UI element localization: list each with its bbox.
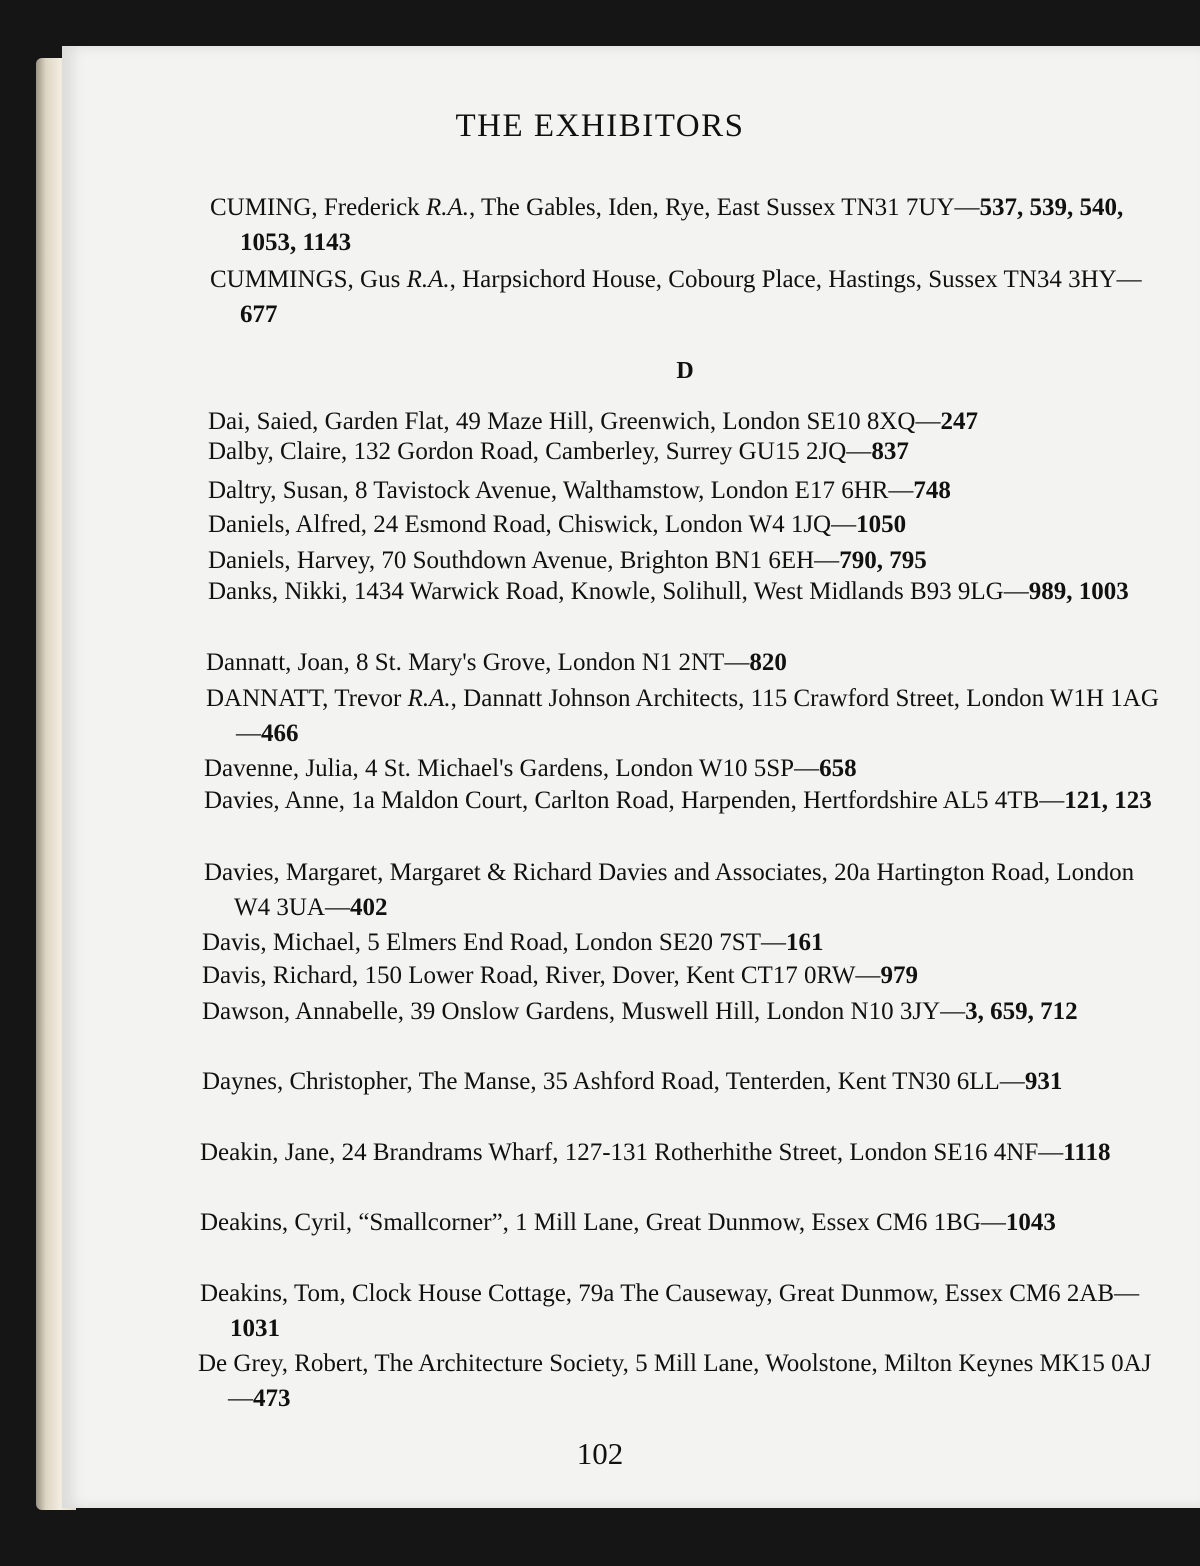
exhibitor-entry (204, 855, 1170, 925)
exhibitor-entry (208, 543, 1150, 578)
exhibitor-name-address: Dalby, Claire, 132 Gordon Road, Camberley, Surrey GU15 2JQ— (208, 438, 872, 465)
exhibitor-entry (208, 507, 1150, 542)
catalogue-numbers: 658 (819, 755, 857, 782)
exhibitor-name-address: Davis, Michael, 5 Elmers End Road, London SE20 7ST— (202, 929, 786, 956)
catalogue-numbers: 989, 1003 (1028, 578, 1129, 605)
exhibitor-entry (208, 434, 1150, 469)
exhibitor-address: , Harpsichord House, Cobourg Place, Hastings, Sussex TN34 3HY— (449, 266, 1142, 293)
catalogue-numbers: 677 (240, 301, 278, 328)
catalogue-numbers: 466 (261, 720, 299, 747)
section-letter: D (676, 358, 694, 384)
exhibitor-honorific: R.A. (407, 685, 451, 712)
exhibitor-entry (208, 574, 1175, 609)
exhibitor-address: , The Gables, Iden, Rye, East Sussex TN31 7UY— (468, 194, 980, 221)
exhibitor-entry (206, 645, 1150, 680)
exhibitor-name-address: Davies, Anne, 1a Maldon Court, Carlton Road, Harpenden, Hertfordshire AL5 4TB— (204, 787, 1065, 814)
catalogue-numbers: 837 (871, 438, 909, 465)
exhibitor-name-address: Deakins, Tom, Clock House Cottage, 79a The Causeway, Great Dunmow, Essex CM6 2AB— (200, 1280, 1140, 1307)
exhibitor-entry (200, 1276, 1170, 1346)
exhibitor-entry (202, 958, 1150, 993)
catalogue-numbers: 1050 (856, 511, 907, 538)
exhibitor-name-address: Dawson, Annabelle, 39 Onslow Gardens, Muswell Hill, London N10 3JY— (202, 998, 966, 1025)
exhibitor-name-address: Daynes, Christopher, The Manse, 35 Ashford Road, Tenterden, Kent TN30 6LL— (202, 1068, 1025, 1095)
exhibitor-entry (202, 994, 1172, 1029)
exhibitor-name-address: Daltry, Susan, 8 Tavistock Avenue, Walthamstow, London E17 6HR— (208, 477, 914, 504)
exhibitor-name-address: Daniels, Harvey, 70 Southdown Avenue, Brighton BN1 6EH— (208, 547, 840, 574)
catalogue-numbers: 1043 (1005, 1209, 1056, 1236)
exhibitor-entry (204, 783, 1170, 818)
catalogue-numbers: 931 (1024, 1068, 1063, 1095)
exhibitor-address: , Dannatt Johnson Architects, 115 Crawford Street, London W1H 1AG— (236, 685, 1159, 747)
exhibitor-entry (204, 751, 1150, 786)
catalogue-numbers: 3, 659, 712 (965, 998, 1078, 1025)
exhibitor-entry (200, 1135, 1170, 1170)
exhibitor-name-address: Daniels, Alfred, 24 Esmond Road, Chiswick, London W4 1JQ— (208, 511, 857, 538)
exhibitor-name-address: Danks, Nikki, 1434 Warwick Road, Knowle, Solihull, West Midlands B93 9LG— (208, 578, 1029, 605)
exhibitor-entry (202, 925, 1150, 960)
catalogue-numbers: 121, 123 (1064, 787, 1152, 814)
running-head: THE EXHIBITORS (455, 108, 745, 144)
catalogue-numbers: 1031 (230, 1315, 280, 1342)
catalogue-numbers: 537, 539, 540, 1053, 1143 (240, 194, 1124, 256)
exhibitor-entry (200, 1205, 1175, 1240)
exhibitor-entry (198, 1346, 1165, 1416)
catalogue-numbers: 748 (913, 477, 951, 504)
exhibitor-name-address: Davis, Richard, 150 Lower Road, River, Dover, Kent CT17 0RW— (202, 962, 881, 989)
exhibitor-entry (208, 473, 1150, 508)
exhibitor-name-address: DANNATT, Trevor (206, 685, 408, 712)
catalogue-numbers: 1118 (1063, 1139, 1111, 1166)
exhibitor-entry (202, 1064, 1170, 1099)
catalogue-numbers: 820 (749, 649, 787, 676)
exhibitor-name-address: CUMING, Frederick (210, 194, 426, 221)
exhibitor-honorific: R.A. (425, 194, 469, 221)
page-number: 102 (576, 1436, 624, 1471)
catalogue-numbers: 247 (940, 408, 978, 435)
exhibitor-entry (210, 262, 1175, 332)
catalogue-numbers: 473 (253, 1385, 291, 1412)
exhibitor-name-address: Dannatt, Joan, 8 St. Mary's Grove, London N1 2NT— (206, 649, 750, 676)
exhibitor-name-address: Deakin, Jane, 24 Brandrams Wharf, 127-131 Rotherhithe Street, London SE16 4NF— (200, 1139, 1064, 1166)
exhibitor-entry (206, 681, 1170, 751)
catalogue-numbers: 790, 795 (839, 547, 927, 574)
exhibitor-name-address: Davies, Margaret, Margaret & Richard Davies and Associates, 20a Hartington Road, London W4 3UA— (204, 859, 1135, 921)
exhibitor-honorific: R.A. (406, 266, 450, 293)
catalogue-numbers: 402 (349, 894, 388, 921)
catalogue-numbers: 161 (785, 929, 824, 956)
exhibitor-name-address: De Grey, Robert, The Architecture Society, 5 Mill Lane, Woolstone, Milton Keynes MK15 0AJ— (198, 1350, 1152, 1412)
exhibitor-name-address: CUMMINGS, Gus (210, 266, 407, 293)
exhibitor-entry (210, 190, 1175, 260)
exhibitor-name-address: Davenne, Julia, 4 St. Michael's Gardens, London W10 5SP— (204, 755, 820, 782)
exhibitor-name-address: Deakins, Cyril, “Smallcorner”, 1 Mill Lane, Great Dunmow, Essex CM6 1BG— (200, 1209, 1006, 1236)
catalogue-numbers: 979 (880, 962, 918, 989)
exhibitor-name-address: Dai, Saied, Garden Flat, 49 Maze Hill, Greenwich, London SE10 8XQ— (208, 408, 941, 435)
